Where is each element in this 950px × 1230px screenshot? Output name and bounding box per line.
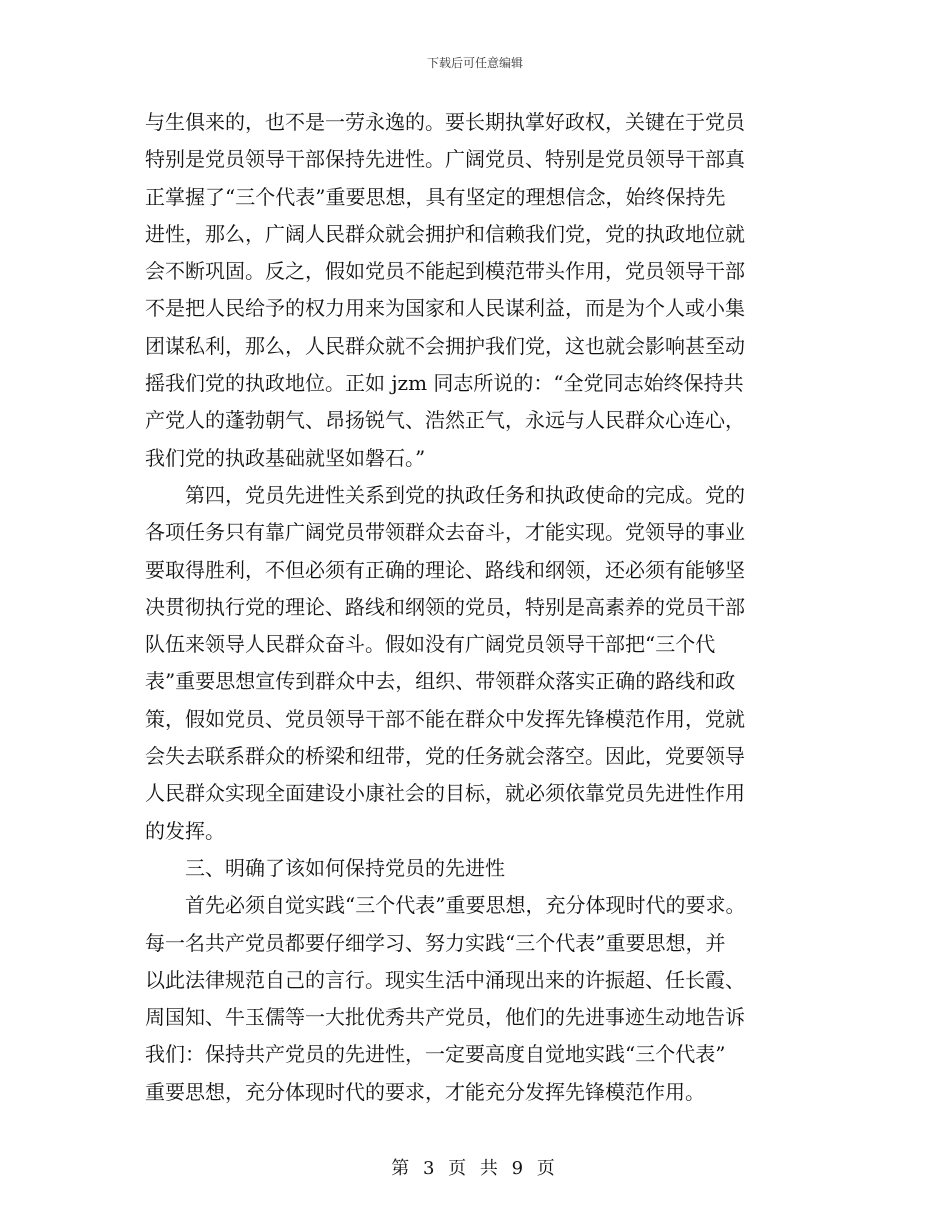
text-line: 周国知、牛玉儒等一大批优秀共产党员，他们的先进事迹生动地告诉 — [145, 1005, 745, 1030]
text-line: 正掌握了“三个代表”重要思想，具有坚定的理想信念，始终保持先 — [145, 184, 726, 209]
text-line: 各项任务只有靠广阔党员带领群众去奋斗，才能实现。党领导的事业 — [145, 520, 745, 545]
text-line: 会不断巩固。反之，假如党员不能起到模范带头作用，党员领导干部 — [145, 259, 745, 284]
text-line: 策，假如党员、党员领导干部不能在群众中发挥先锋模范作用，党就 — [145, 706, 745, 731]
text-line: 重要思想，充分体现时代的要求，才能充分发挥先锋模范作用。 — [145, 1079, 705, 1104]
document-body — [145, 104, 811, 1111]
text-line: 我们党的执政基础就坚如磐石。” — [145, 445, 426, 470]
text-line: 的发挥。 — [145, 818, 225, 843]
text-line: 我们：保持共产党员的先进性，一定要高度自觉地实践“三个代表” — [145, 1042, 726, 1067]
text-line: 进性，那么，广阔人民群众就会拥护和信赖我们党，党的执政地位就 — [145, 221, 745, 246]
text-line: 每一名共产党员都要仔细学习、努力实践“三个代表”重要思想，并 — [145, 930, 726, 955]
page-header-note: 下载后可任意编辑 — [426, 56, 523, 70]
text-line: 特别是党员领导干部保持先进性。广阔党员、特别是党员领导干部真 — [145, 147, 745, 172]
text-line: 决贯彻执行党的理论、路线和纲领的党员，特别是高素养的党员干部 — [145, 594, 745, 619]
section-heading: 三、明确了该如何保持党员的先进性 — [185, 855, 505, 880]
page-number-footer: 第 3 页 共 9 页 — [391, 1158, 559, 1179]
paragraph-start-line: 第四，党员先进性关系到党的执政任务和执政使命的完成。党的 — [185, 482, 745, 507]
paragraph-start-line: 首先必须自觉实践“三个代表”重要思想，充分体现时代的要求。 — [185, 893, 746, 918]
text-line: 不是把人民给予的权力用来为国家和人民谋利益，而是为个人或小集 — [145, 296, 745, 321]
text-line: 人民群众实现全面建设小康社会的目标，就必须依靠党员先进性作用 — [145, 781, 745, 806]
text-line: 队伍来领导人民群众奋斗。假如没有广阔党员领导干部把“三个代 — [145, 632, 716, 657]
text-line: 产党人的蓬勃朝气、昂扬锐气、浩然正气，永远与人民群众心连心， — [145, 408, 745, 433]
text-line: 要取得胜利，不但必须有正确的理论、路线和纲领，还必须有能够坚 — [145, 557, 745, 582]
text-line: 与生俱来的，也不是一劳永逸的。要长期执掌好政权，关键在于党员 — [145, 110, 745, 134]
text-line: 团谋私利，那么，人民群众就不会拥护我们党，这也就会影响甚至动 — [145, 333, 745, 358]
text-line: 会失去联系群众的桥梁和纽带，党的任务就会落空。因此，党要领导 — [145, 744, 745, 769]
text-line: 表”重要思想宣传到群众中去，组织、带领群众落实正确的路线和政 — [145, 669, 736, 694]
text-line: 摇我们党的执政地位。正如 jzm 同志所说的：“全党同志始终保持共 — [145, 371, 744, 396]
text-line: 以此法律规范自己的言行。现实生活中涌现出来的许振超、任长霞、 — [145, 967, 745, 992]
